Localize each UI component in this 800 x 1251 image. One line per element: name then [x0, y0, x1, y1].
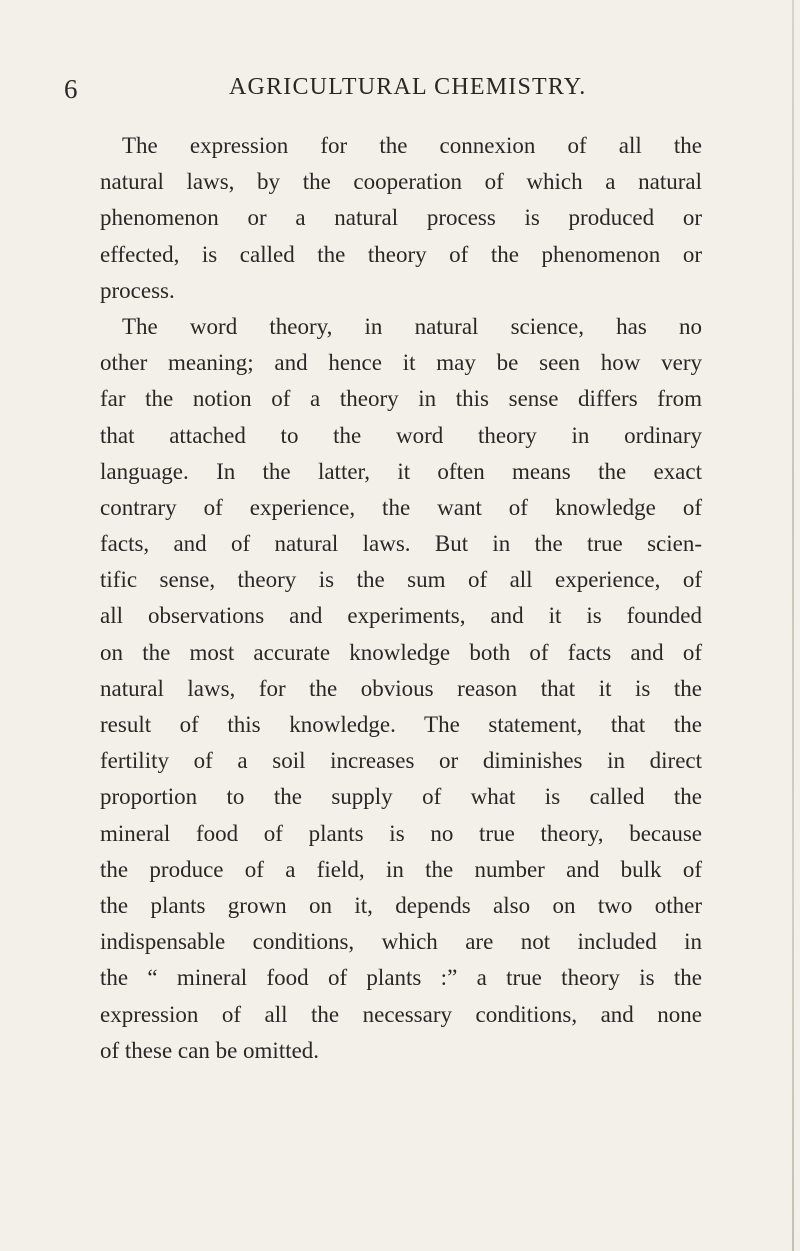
text-line: contrary of experience, the want of knowledge of — [100, 494, 702, 520]
text-line: expression of all the necessary conditions, and none — [100, 1001, 702, 1027]
text-line: the plants grown on it, depends also on two other — [100, 892, 702, 918]
page-edge-shadow — [792, 0, 794, 1251]
page-number: 6 — [64, 74, 78, 104]
text-line: on the most accurate knowledge both of facts and of — [100, 639, 702, 665]
text-line: indispensable conditions, which are not included in — [100, 929, 702, 955]
text-line: effected, is called the theory of the phenomenon or — [100, 241, 702, 267]
text-line: natural laws, by the cooperation of which a natural — [100, 169, 702, 195]
running-head-title: AGRICULTURAL CHEMISTRY. — [229, 74, 587, 100]
text-line: result of this knowledge. The statement, that the — [100, 712, 702, 737]
text-line: that attached to the word theory in ordinary — [100, 422, 702, 448]
text-line: language. In the latter, it often means the exact — [100, 458, 702, 484]
text-line: all observations and experiments, and it is founded — [100, 603, 702, 629]
text-line: phenomenon or a natural process is produced or — [100, 205, 702, 231]
text-line: proportion to the supply of what is called the — [100, 784, 702, 810]
text-line: facts, and of natural laws. But in the true scien- — [100, 531, 702, 557]
text-line: of these can be omitted. — [100, 1037, 320, 1063]
text-line: the “ mineral food of plants :” a true theory is the — [100, 965, 702, 991]
text-line: The word theory, in natural science, has no — [122, 313, 702, 339]
text-line: fertility of a soil increases or diminishes in direct — [100, 748, 702, 774]
text-line: other meaning; and hence it may be seen how very — [100, 350, 702, 376]
body-text — [100, 128, 702, 1069]
text-line: process. — [100, 277, 175, 303]
text-line: The expression for the connexion of all the — [122, 133, 702, 158]
text-line: tific sense, theory is the sum of all experience, of — [100, 567, 702, 593]
text-line: mineral food of plants is no true theory, because — [100, 820, 702, 846]
running-head — [64, 74, 724, 108]
text-line: far the notion of a theory in this sense differs from — [100, 386, 702, 412]
text-line: the produce of a field, in the number and bulk of — [100, 856, 702, 882]
text-line: natural laws, for the obvious reason that it is the — [100, 675, 702, 701]
